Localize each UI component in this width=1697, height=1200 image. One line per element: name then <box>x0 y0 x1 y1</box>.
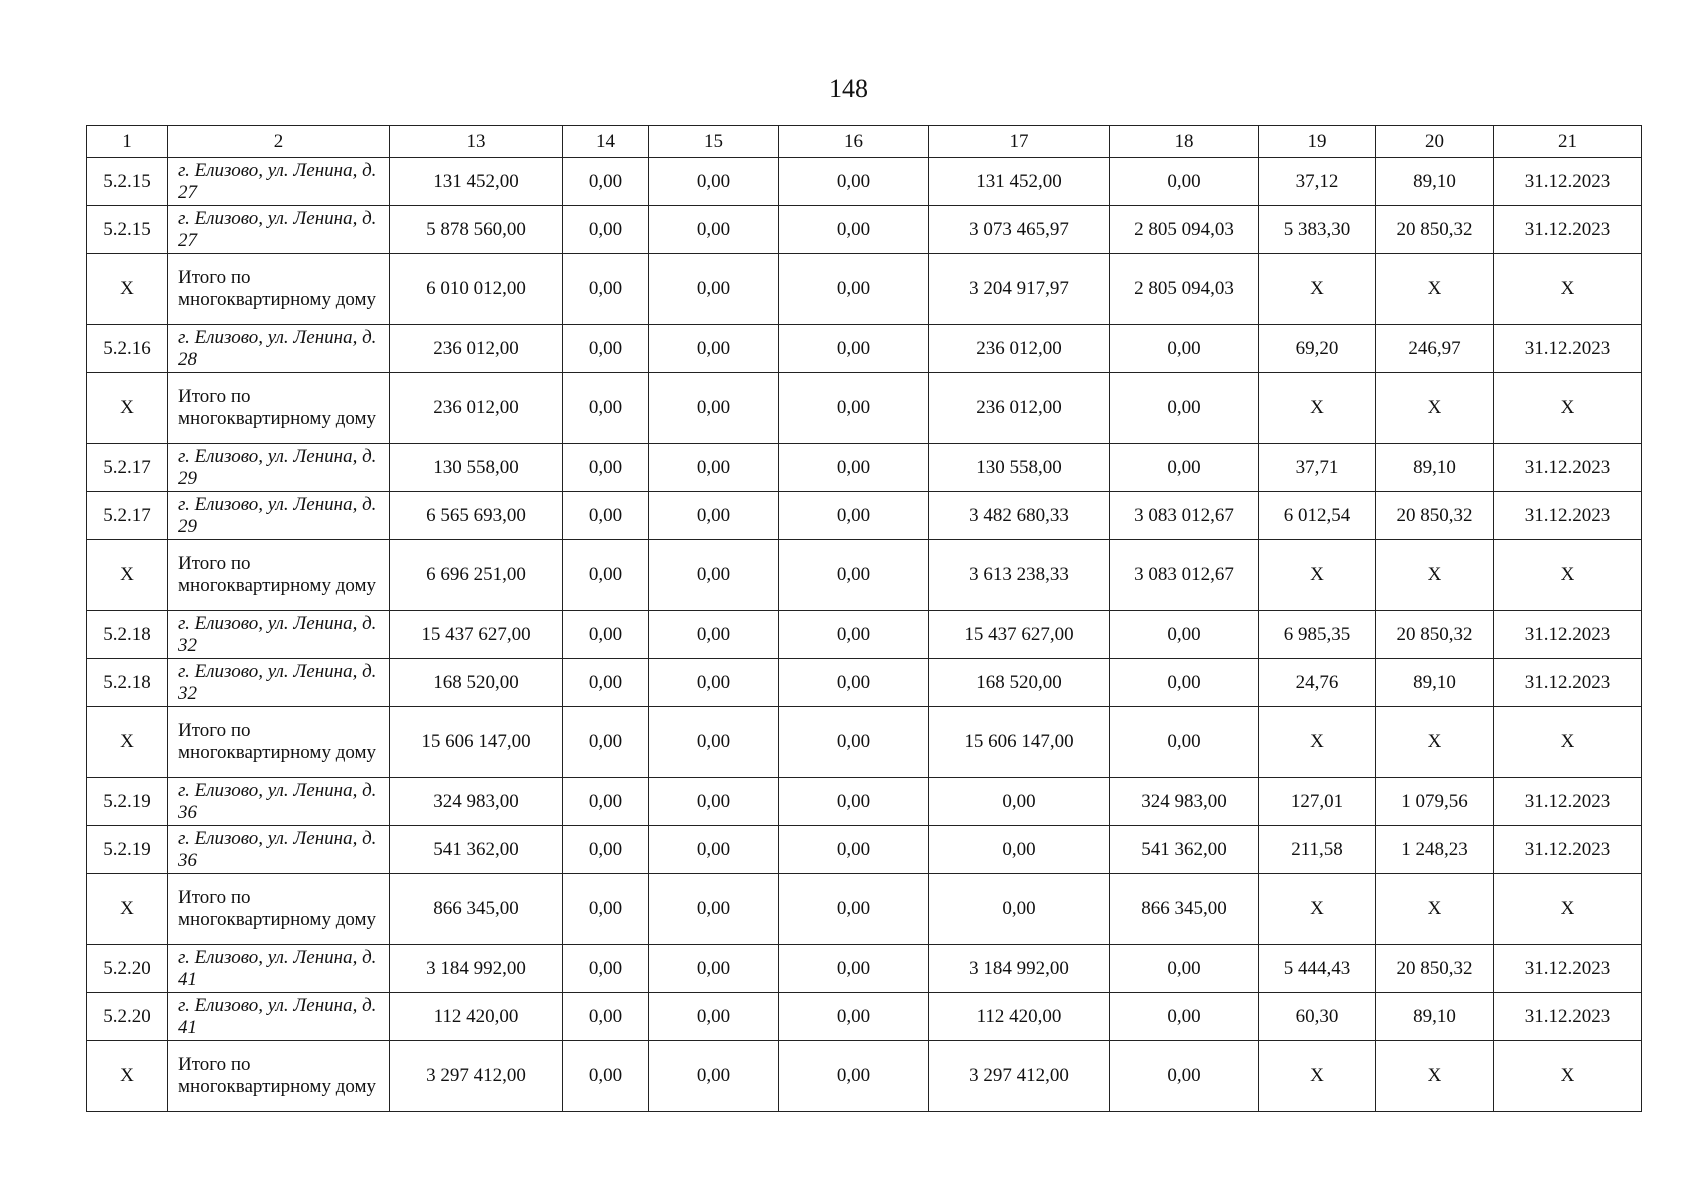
col-14-cell: 0,00 <box>563 1041 649 1112</box>
address-cell: г. Елизово, ул. Ленина, д. 41 <box>168 945 390 993</box>
col-19-cell: 37,71 <box>1259 444 1376 492</box>
col-16-cell: 0,00 <box>779 1041 929 1112</box>
col-20-cell: 20 850,32 <box>1376 206 1494 254</box>
col-16-cell: 0,00 <box>779 659 929 707</box>
col-16-cell: 0,00 <box>779 325 929 373</box>
col-14-cell: 0,00 <box>563 945 649 993</box>
col-15-cell: 0,00 <box>649 611 779 659</box>
col-20-cell: X <box>1376 1041 1494 1112</box>
col-18-cell: 0,00 <box>1110 945 1259 993</box>
table-row <box>87 945 1642 993</box>
column-header: 17 <box>929 126 1110 158</box>
col-14-cell: 0,00 <box>563 611 649 659</box>
col-14-cell: 0,00 <box>563 325 649 373</box>
column-header: 14 <box>563 126 649 158</box>
col-15-cell: 0,00 <box>649 540 779 611</box>
col-16-cell: 0,00 <box>779 254 929 325</box>
col-19-cell: 6 012,54 <box>1259 492 1376 540</box>
col-15-cell: 0,00 <box>649 945 779 993</box>
col-20-cell: X <box>1376 373 1494 444</box>
item-number-cell: 5.2.16 <box>87 325 168 373</box>
col-19-cell: 6 985,35 <box>1259 611 1376 659</box>
header-row <box>87 126 1642 158</box>
table-header <box>87 126 1642 158</box>
col-18-cell: 0,00 <box>1110 707 1259 778</box>
address-cell: Итого по многоквартирному дому <box>168 874 390 945</box>
item-number-cell: 5.2.17 <box>87 492 168 540</box>
col-14-cell: 0,00 <box>563 993 649 1041</box>
item-number-cell: 5.2.15 <box>87 158 168 206</box>
col-19-cell: 60,30 <box>1259 993 1376 1041</box>
col-15-cell: 0,00 <box>649 492 779 540</box>
col-15-cell: 0,00 <box>649 373 779 444</box>
col-15-cell: 0,00 <box>649 659 779 707</box>
col-21-cell: X <box>1494 874 1642 945</box>
col-15-cell: 0,00 <box>649 254 779 325</box>
total-row <box>87 707 1642 778</box>
column-header: 19 <box>1259 126 1376 158</box>
address-cell: Итого по многоквартирному дому <box>168 707 390 778</box>
total-row <box>87 1041 1642 1112</box>
table-row <box>87 611 1642 659</box>
col-21-cell: X <box>1494 254 1642 325</box>
col-18-cell: 0,00 <box>1110 611 1259 659</box>
col-16-cell: 0,00 <box>779 707 929 778</box>
page-number: 148 <box>829 74 868 103</box>
address-cell: г. Елизово, ул. Ленина, д. 36 <box>168 826 390 874</box>
col-15-cell: 0,00 <box>649 778 779 826</box>
address-cell: г. Елизово, ул. Ленина, д. 41 <box>168 993 390 1041</box>
col-17-cell: 0,00 <box>929 826 1110 874</box>
address-cell: Итого по многоквартирному дому <box>168 540 390 611</box>
col-18-cell: 2 805 094,03 <box>1110 254 1259 325</box>
col-18-cell: 0,00 <box>1110 993 1259 1041</box>
total-row <box>87 874 1642 945</box>
col-20-cell: 89,10 <box>1376 993 1494 1041</box>
col-15-cell: 0,00 <box>649 325 779 373</box>
col-21-cell: X <box>1494 707 1642 778</box>
col-17-cell: 3 297 412,00 <box>929 1041 1110 1112</box>
col-17-cell: 168 520,00 <box>929 659 1110 707</box>
col-19-cell: 5 383,30 <box>1259 206 1376 254</box>
col-18-cell: 0,00 <box>1110 373 1259 444</box>
address-cell: г. Елизово, ул. Ленина, д. 32 <box>168 611 390 659</box>
col-18-cell: 0,00 <box>1110 158 1259 206</box>
col-15-cell: 0,00 <box>649 158 779 206</box>
col-16-cell: 0,00 <box>779 373 929 444</box>
col-14-cell: 0,00 <box>563 874 649 945</box>
col-20-cell: 89,10 <box>1376 444 1494 492</box>
col-17-cell: 130 558,00 <box>929 444 1110 492</box>
col-21-cell: 31.12.2023 <box>1494 444 1642 492</box>
col-18-cell: 0,00 <box>1110 1041 1259 1112</box>
col-19-cell: 37,12 <box>1259 158 1376 206</box>
col-21-cell: 31.12.2023 <box>1494 826 1642 874</box>
address-cell: Итого по многоквартирному дому <box>168 254 390 325</box>
col-18-cell: 541 362,00 <box>1110 826 1259 874</box>
col-13-cell: 3 297 412,00 <box>390 1041 563 1112</box>
col-13-cell: 5 878 560,00 <box>390 206 563 254</box>
col-16-cell: 0,00 <box>779 492 929 540</box>
col-13-cell: 131 452,00 <box>390 158 563 206</box>
address-cell: г. Елизово, ул. Ленина, д. 29 <box>168 492 390 540</box>
item-number-cell: X <box>87 254 168 325</box>
col-17-cell: 236 012,00 <box>929 373 1110 444</box>
col-18-cell: 866 345,00 <box>1110 874 1259 945</box>
col-16-cell: 0,00 <box>779 778 929 826</box>
col-14-cell: 0,00 <box>563 373 649 444</box>
col-18-cell: 0,00 <box>1110 325 1259 373</box>
col-15-cell: 0,00 <box>649 993 779 1041</box>
total-row <box>87 540 1642 611</box>
col-18-cell: 2 805 094,03 <box>1110 206 1259 254</box>
col-17-cell: 0,00 <box>929 778 1110 826</box>
col-19-cell: X <box>1259 874 1376 945</box>
col-19-cell: X <box>1259 373 1376 444</box>
col-21-cell: 31.12.2023 <box>1494 325 1642 373</box>
col-17-cell: 15 606 147,00 <box>929 707 1110 778</box>
col-18-cell: 3 083 012,67 <box>1110 492 1259 540</box>
address-cell: г. Елизово, ул. Ленина, д. 29 <box>168 444 390 492</box>
total-row <box>87 254 1642 325</box>
col-19-cell: X <box>1259 254 1376 325</box>
item-number-cell: X <box>87 874 168 945</box>
col-21-cell: 31.12.2023 <box>1494 993 1642 1041</box>
col-17-cell: 3 184 992,00 <box>929 945 1110 993</box>
col-15-cell: 0,00 <box>649 826 779 874</box>
col-15-cell: 0,00 <box>649 707 779 778</box>
col-13-cell: 236 012,00 <box>390 325 563 373</box>
col-20-cell: X <box>1376 707 1494 778</box>
table-row <box>87 492 1642 540</box>
table-row <box>87 158 1642 206</box>
col-20-cell: X <box>1376 874 1494 945</box>
column-header: 1 <box>87 126 168 158</box>
col-16-cell: 0,00 <box>779 158 929 206</box>
table-row <box>87 659 1642 707</box>
address-cell: г. Елизово, ул. Ленина, д. 28 <box>168 325 390 373</box>
col-21-cell: X <box>1494 1041 1642 1112</box>
address-cell: Итого по многоквартирному дому <box>168 1041 390 1112</box>
col-19-cell: X <box>1259 707 1376 778</box>
col-19-cell: X <box>1259 540 1376 611</box>
col-14-cell: 0,00 <box>563 158 649 206</box>
col-20-cell: 246,97 <box>1376 325 1494 373</box>
column-header: 18 <box>1110 126 1259 158</box>
item-number-cell: 5.2.15 <box>87 206 168 254</box>
item-number-cell: X <box>87 707 168 778</box>
col-13-cell: 130 558,00 <box>390 444 563 492</box>
col-21-cell: 31.12.2023 <box>1494 659 1642 707</box>
col-14-cell: 0,00 <box>563 659 649 707</box>
col-16-cell: 0,00 <box>779 611 929 659</box>
col-13-cell: 6 696 251,00 <box>390 540 563 611</box>
col-13-cell: 6 565 693,00 <box>390 492 563 540</box>
col-13-cell: 15 606 147,00 <box>390 707 563 778</box>
col-20-cell: 20 850,32 <box>1376 945 1494 993</box>
column-header: 15 <box>649 126 779 158</box>
col-16-cell: 0,00 <box>779 444 929 492</box>
col-15-cell: 0,00 <box>649 444 779 492</box>
table-row <box>87 778 1642 826</box>
col-18-cell: 0,00 <box>1110 659 1259 707</box>
col-13-cell: 15 437 627,00 <box>390 611 563 659</box>
column-header: 21 <box>1494 126 1642 158</box>
col-13-cell: 112 420,00 <box>390 993 563 1041</box>
col-16-cell: 0,00 <box>779 206 929 254</box>
item-number-cell: X <box>87 540 168 611</box>
item-number-cell: 5.2.18 <box>87 611 168 659</box>
item-number-cell: 5.2.19 <box>87 778 168 826</box>
col-14-cell: 0,00 <box>563 206 649 254</box>
col-15-cell: 0,00 <box>649 206 779 254</box>
col-15-cell: 0,00 <box>649 874 779 945</box>
col-20-cell: X <box>1376 254 1494 325</box>
col-21-cell: 31.12.2023 <box>1494 206 1642 254</box>
address-cell: г. Елизово, ул. Ленина, д. 27 <box>168 206 390 254</box>
address-cell: г. Елизово, ул. Ленина, д. 32 <box>168 659 390 707</box>
column-header: 2 <box>168 126 390 158</box>
col-14-cell: 0,00 <box>563 444 649 492</box>
col-14-cell: 0,00 <box>563 492 649 540</box>
column-header: 16 <box>779 126 929 158</box>
total-row <box>87 373 1642 444</box>
col-17-cell: 3 613 238,33 <box>929 540 1110 611</box>
col-13-cell: 324 983,00 <box>390 778 563 826</box>
col-18-cell: 0,00 <box>1110 444 1259 492</box>
col-21-cell: 31.12.2023 <box>1494 778 1642 826</box>
item-number-cell: 5.2.18 <box>87 659 168 707</box>
col-19-cell: 5 444,43 <box>1259 945 1376 993</box>
col-20-cell: 89,10 <box>1376 659 1494 707</box>
col-13-cell: 866 345,00 <box>390 874 563 945</box>
col-21-cell: 31.12.2023 <box>1494 492 1642 540</box>
col-17-cell: 112 420,00 <box>929 993 1110 1041</box>
table-row <box>87 993 1642 1041</box>
col-21-cell: 31.12.2023 <box>1494 945 1642 993</box>
col-13-cell: 236 012,00 <box>390 373 563 444</box>
col-17-cell: 0,00 <box>929 874 1110 945</box>
col-14-cell: 0,00 <box>563 254 649 325</box>
col-17-cell: 3 204 917,97 <box>929 254 1110 325</box>
col-13-cell: 6 010 012,00 <box>390 254 563 325</box>
col-17-cell: 131 452,00 <box>929 158 1110 206</box>
data-table <box>86 125 1642 1112</box>
col-17-cell: 3 073 465,97 <box>929 206 1110 254</box>
col-19-cell: 211,58 <box>1259 826 1376 874</box>
col-14-cell: 0,00 <box>563 540 649 611</box>
address-cell: г. Елизово, ул. Ленина, д. 36 <box>168 778 390 826</box>
col-13-cell: 168 520,00 <box>390 659 563 707</box>
col-20-cell: 20 850,32 <box>1376 611 1494 659</box>
item-number-cell: X <box>87 1041 168 1112</box>
col-16-cell: 0,00 <box>779 874 929 945</box>
col-20-cell: 1 079,56 <box>1376 778 1494 826</box>
col-20-cell: 20 850,32 <box>1376 492 1494 540</box>
col-21-cell: X <box>1494 540 1642 611</box>
address-cell: Итого по многоквартирному дому <box>168 373 390 444</box>
item-number-cell: 5.2.20 <box>87 993 168 1041</box>
col-15-cell: 0,00 <box>649 1041 779 1112</box>
col-14-cell: 0,00 <box>563 826 649 874</box>
col-16-cell: 0,00 <box>779 993 929 1041</box>
table-row <box>87 325 1642 373</box>
col-13-cell: 541 362,00 <box>390 826 563 874</box>
col-21-cell: X <box>1494 373 1642 444</box>
col-18-cell: 324 983,00 <box>1110 778 1259 826</box>
col-16-cell: 0,00 <box>779 540 929 611</box>
column-header: 20 <box>1376 126 1494 158</box>
col-19-cell: 69,20 <box>1259 325 1376 373</box>
table-row <box>87 826 1642 874</box>
col-13-cell: 3 184 992,00 <box>390 945 563 993</box>
item-number-cell: 5.2.17 <box>87 444 168 492</box>
col-18-cell: 3 083 012,67 <box>1110 540 1259 611</box>
col-17-cell: 3 482 680,33 <box>929 492 1110 540</box>
col-14-cell: 0,00 <box>563 707 649 778</box>
table-body <box>87 158 1642 1112</box>
col-16-cell: 0,00 <box>779 826 929 874</box>
item-number-cell: 5.2.19 <box>87 826 168 874</box>
col-19-cell: 24,76 <box>1259 659 1376 707</box>
item-number-cell: 5.2.20 <box>87 945 168 993</box>
col-16-cell: 0,00 <box>779 945 929 993</box>
col-20-cell: X <box>1376 540 1494 611</box>
col-20-cell: 1 248,23 <box>1376 826 1494 874</box>
col-21-cell: 31.12.2023 <box>1494 611 1642 659</box>
col-17-cell: 236 012,00 <box>929 325 1110 373</box>
col-21-cell: 31.12.2023 <box>1494 158 1642 206</box>
item-number-cell: X <box>87 373 168 444</box>
col-17-cell: 15 437 627,00 <box>929 611 1110 659</box>
column-header: 13 <box>390 126 563 158</box>
col-19-cell: X <box>1259 1041 1376 1112</box>
col-19-cell: 127,01 <box>1259 778 1376 826</box>
col-14-cell: 0,00 <box>563 778 649 826</box>
table-row <box>87 444 1642 492</box>
table-row <box>87 206 1642 254</box>
address-cell: г. Елизово, ул. Ленина, д. 27 <box>168 158 390 206</box>
col-20-cell: 89,10 <box>1376 158 1494 206</box>
